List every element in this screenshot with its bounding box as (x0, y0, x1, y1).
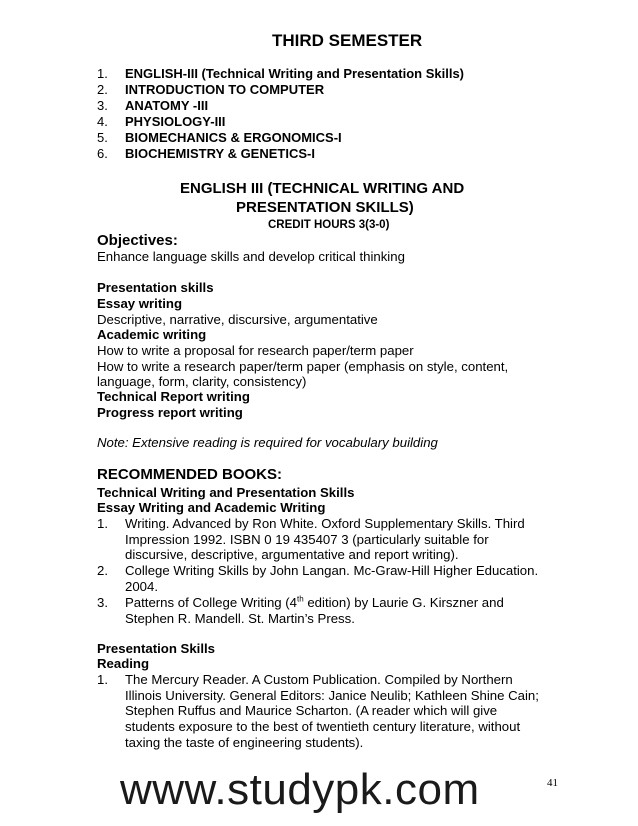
book-line: 2004. (125, 579, 159, 594)
objectives-heading: Objectives: (97, 232, 178, 249)
books-subheading: Essay Writing and Academic Writing (97, 500, 326, 515)
note-text: Note: Extensive reading is required for vocabulary building (97, 435, 438, 450)
book-line (125, 595, 504, 611)
book-title-part: Patterns of College Writing (4 (125, 595, 298, 610)
essay-writing-heading: Essay writing (97, 296, 183, 311)
objectives-text: Enhance language skills and develop critical thinking (97, 249, 405, 264)
book-title-part: edition) by Laurie G. Kirszner and (303, 595, 504, 610)
essay-types-text: Descriptive, narrative, discursive, argumentative (97, 312, 378, 327)
course-item: ANATOMY -III (125, 98, 209, 113)
books-subheading: Reading (97, 656, 150, 671)
list-number: 1. (97, 672, 108, 687)
page-number: 41 (547, 777, 558, 789)
credit-hours: CREDIT HOURS 3(3-0) (268, 219, 390, 231)
books-subheading: Technical Writing and Presentation Skills (97, 485, 355, 500)
book-line: students exposure to the best of twentieth century literature, without (125, 719, 521, 734)
book-line: Illinois University. General Editors: Janice Neulib; Kathleen Shine Cain; (125, 688, 539, 703)
course-item: BIOMECHANICS & ERGONOMICS-I (125, 130, 342, 145)
course-heading-line2: PRESENTATION SKILLS) (236, 199, 414, 216)
book-line: discursive, descriptive, argumentative and report writing). (125, 547, 459, 562)
book-line: Stephen R. Mandell. St. Martin’s Press. (125, 611, 355, 626)
course-heading-line1: ENGLISH III (TECHNICAL WRITING AND (180, 180, 465, 197)
books-subheading: Presentation Skills (97, 641, 215, 656)
list-number: 6. (97, 146, 108, 161)
list-number: 2. (97, 82, 108, 97)
course-item: PHYSIOLOGY-III (125, 114, 226, 129)
list-number: 3. (97, 595, 108, 610)
list-number: 1. (97, 516, 108, 531)
recommended-books-heading: RECOMMENDED BOOKS: (97, 466, 283, 483)
academic-writing-line: How to write a proposal for research paper/term paper (97, 343, 414, 358)
progress-report-heading: Progress report writing (97, 405, 243, 420)
list-number: 4. (97, 114, 108, 129)
academic-writing-line: language, form, clarity, consistency) (97, 374, 307, 389)
presentation-skills-heading: Presentation skills (97, 280, 214, 295)
list-number: 3. (97, 98, 108, 113)
list-number: 5. (97, 130, 108, 145)
book-line: Writing. Advanced by Ron White. Oxford Supplementary Skills. Third (125, 516, 525, 531)
academic-writing-heading: Academic writing (97, 327, 207, 342)
technical-report-heading: Technical Report writing (97, 389, 250, 404)
superscript: th (297, 594, 304, 604)
list-number: 1. (97, 66, 108, 81)
book-line: The Mercury Reader. A Custom Publication. Compiled by Northern (125, 672, 513, 687)
book-line: College Writing Skills by John Langan. Mc-Graw-Hill Higher Education. (125, 563, 539, 578)
list-number: 2. (97, 563, 108, 578)
course-item: BIOCHEMISTRY & GENETICS-I (125, 146, 315, 161)
book-line: Stephen Ruffus and Maurice Scharton. (A reader which will give (125, 703, 498, 718)
semester-title: THIRD SEMESTER (272, 31, 423, 50)
watermark: www.studypk.com (120, 765, 480, 814)
course-item: ENGLISH-III (Technical Writing and Presentation Skills) (125, 66, 465, 81)
book-line: Impression 1992. ISBN 0 19 435407 3 (particularly suitable for (125, 532, 489, 547)
book-line: taxing the taste of engineering students). (125, 735, 364, 750)
academic-writing-line: How to write a research paper/term paper (emphasis on style, content, (97, 359, 509, 374)
course-item: INTRODUCTION TO COMPUTER (125, 82, 325, 97)
